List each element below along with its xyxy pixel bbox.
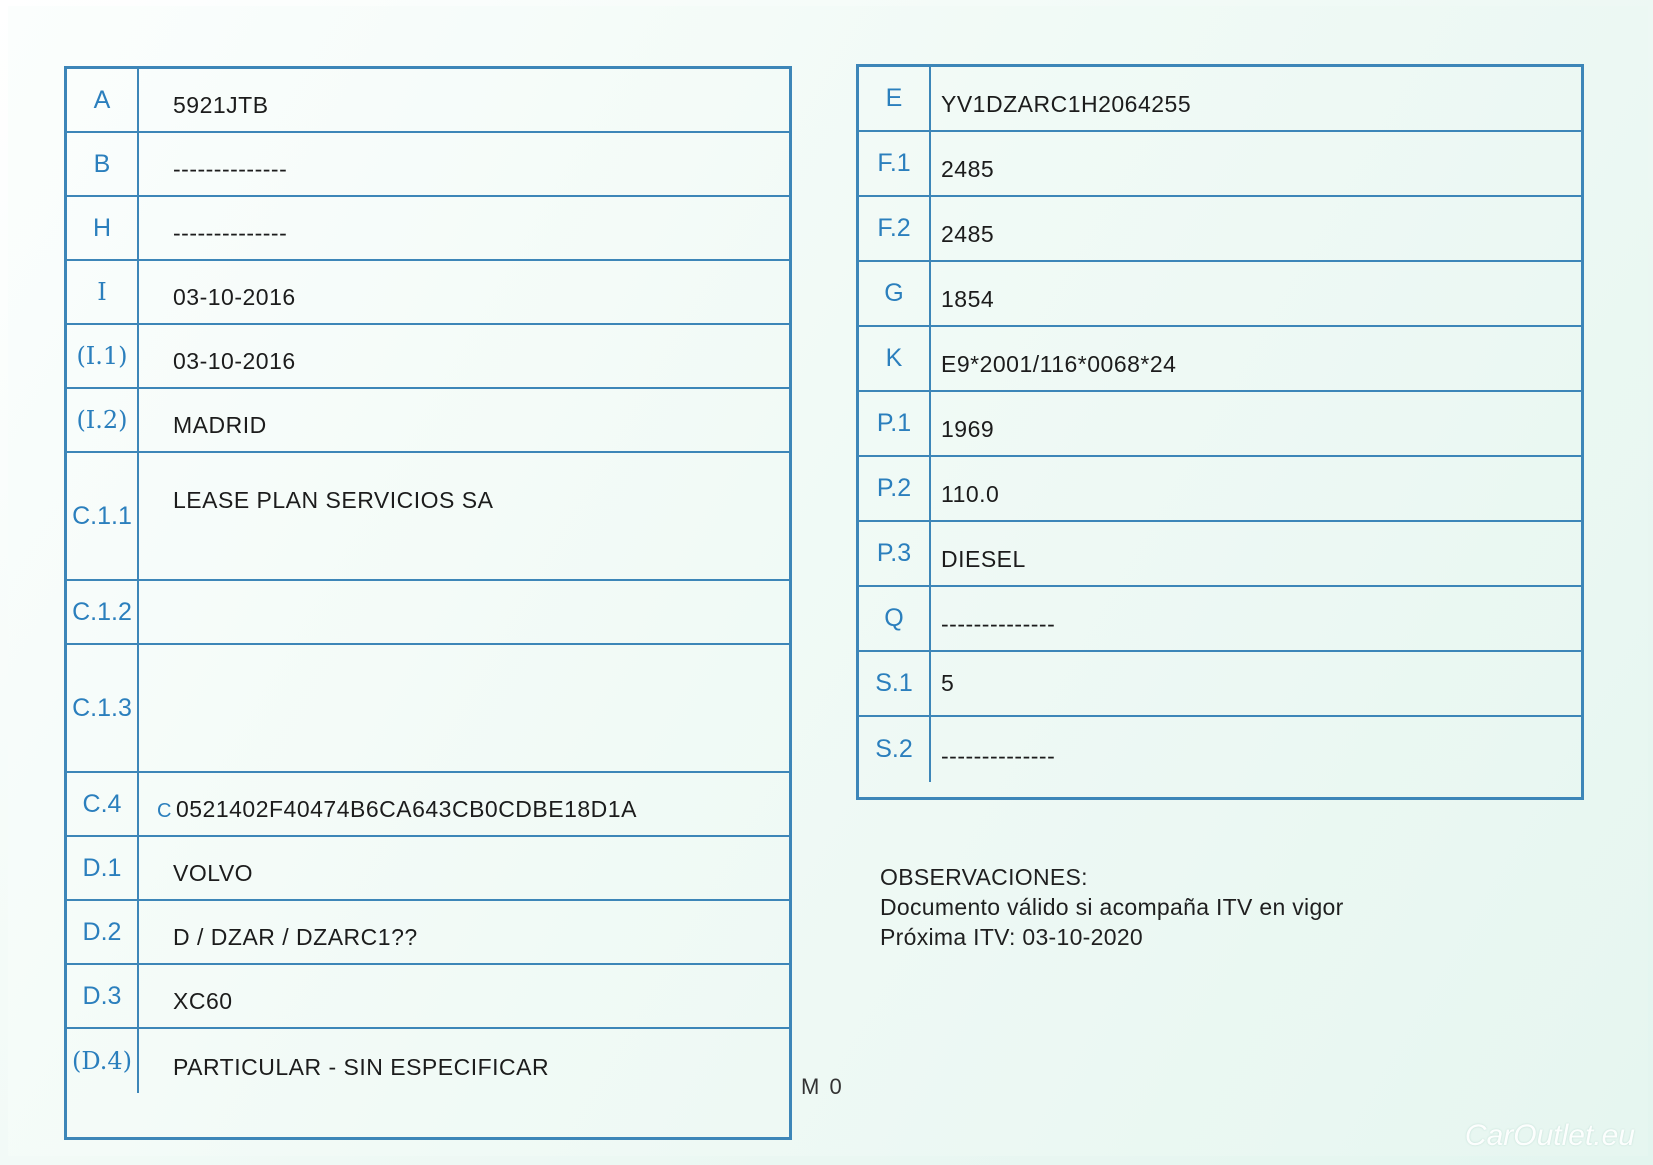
field-code: C.4: [67, 773, 139, 835]
field-code: I: [67, 261, 139, 323]
left-registration-table: [64, 66, 792, 1140]
field-value: 110.0: [941, 481, 1000, 507]
field-value: DIESEL: [941, 546, 1026, 572]
row-p2: [859, 457, 1581, 522]
field-value: E9*2001/116*0068*24: [941, 351, 1177, 377]
row-i: [67, 261, 789, 325]
field-value-group: [139, 773, 789, 835]
field-value: 2485: [941, 221, 995, 247]
field-value: 03-10-2016: [173, 348, 296, 374]
field-value: MADRID: [173, 412, 267, 438]
field-value: D / DZAR / DZARC1??: [173, 924, 418, 950]
row-d4: [67, 1029, 789, 1093]
row-b: [67, 133, 789, 197]
field-code: A: [67, 69, 139, 131]
row-d3: [67, 965, 789, 1029]
row-k: [859, 327, 1581, 392]
watermark-logo: CarOutlet.eu: [1464, 1119, 1635, 1152]
field-value: 1854: [941, 286, 995, 312]
field-code: (I.1): [67, 325, 139, 387]
field-code: G: [859, 262, 931, 325]
field-value: LEASE PLAN SERVICIOS SA: [173, 487, 494, 513]
row-f1: [859, 132, 1581, 197]
observaciones-block: [880, 862, 1344, 952]
field-code: D.3: [67, 965, 139, 1027]
field-code: Q: [859, 587, 931, 650]
observaciones-line: Próxima ITV: 03-10-2020: [880, 924, 1143, 950]
row-c4: [67, 773, 789, 837]
field-code: C.1.1: [67, 453, 139, 579]
row-p3: [859, 522, 1581, 587]
field-code: K: [859, 327, 931, 390]
field-value: [139, 581, 789, 643]
field-value: YV1DZARC1H2064255: [941, 91, 1192, 117]
field-code: H: [67, 197, 139, 259]
row-i2: [67, 389, 789, 453]
right-registration-table: [856, 64, 1584, 800]
field-code: S.2: [859, 717, 931, 782]
field-value: 5: [941, 670, 955, 696]
row-p1: [859, 392, 1581, 457]
field-code: S.1: [859, 652, 931, 715]
observaciones-line: Documento válido si acompaña ITV en vigor: [880, 894, 1344, 920]
field-value: --------------: [173, 156, 288, 182]
row-q: [859, 587, 1581, 652]
document-sheet: [8, 6, 1648, 1156]
row-c11: [67, 453, 789, 581]
field-code: (D.4): [67, 1029, 139, 1093]
row-e: [859, 67, 1581, 132]
field-code: D.1: [67, 837, 139, 899]
field-value: [139, 645, 789, 771]
row-s2: [859, 717, 1581, 782]
field-code: P.1: [859, 392, 931, 455]
field-value: XC60: [173, 988, 233, 1014]
row-d1: [67, 837, 789, 901]
field-code: C.1.3: [67, 645, 139, 771]
row-a: [67, 69, 789, 133]
field-value: PARTICULAR - SIN ESPECIFICAR: [173, 1054, 550, 1080]
field-code: E: [859, 67, 931, 130]
field-code: C.1.2: [67, 581, 139, 643]
row-i1: [67, 325, 789, 389]
field-value: 1969: [941, 416, 995, 442]
mo-mark: M 0: [801, 1074, 844, 1099]
value-prefix: C: [157, 800, 172, 822]
field-value: VOLVO: [173, 860, 254, 886]
field-code: B: [67, 133, 139, 195]
row-h: [67, 197, 789, 261]
field-code: D.2: [67, 901, 139, 963]
row-g: [859, 262, 1581, 327]
observaciones-heading: OBSERVACIONES:: [880, 864, 1088, 890]
row-f2: [859, 197, 1581, 262]
row-c13: [67, 645, 789, 773]
field-code: (I.2): [67, 389, 139, 451]
field-value: 0521402F40474B6CA643CB0CDBE18D1A: [175, 796, 637, 822]
row-s1: [859, 652, 1581, 717]
field-value: 5921JTB: [173, 92, 269, 118]
field-code: F.1: [859, 132, 931, 195]
field-value: --------------: [173, 220, 288, 246]
field-value: 03-10-2016: [173, 284, 296, 310]
field-value: --------------: [941, 743, 1056, 769]
row-d2: [67, 901, 789, 965]
field-value: 2485: [941, 156, 995, 182]
field-value: --------------: [941, 611, 1056, 637]
field-code: F.2: [859, 197, 931, 260]
field-code: P.2: [859, 457, 931, 520]
field-code: P.3: [859, 522, 931, 585]
row-c12: [67, 581, 789, 645]
